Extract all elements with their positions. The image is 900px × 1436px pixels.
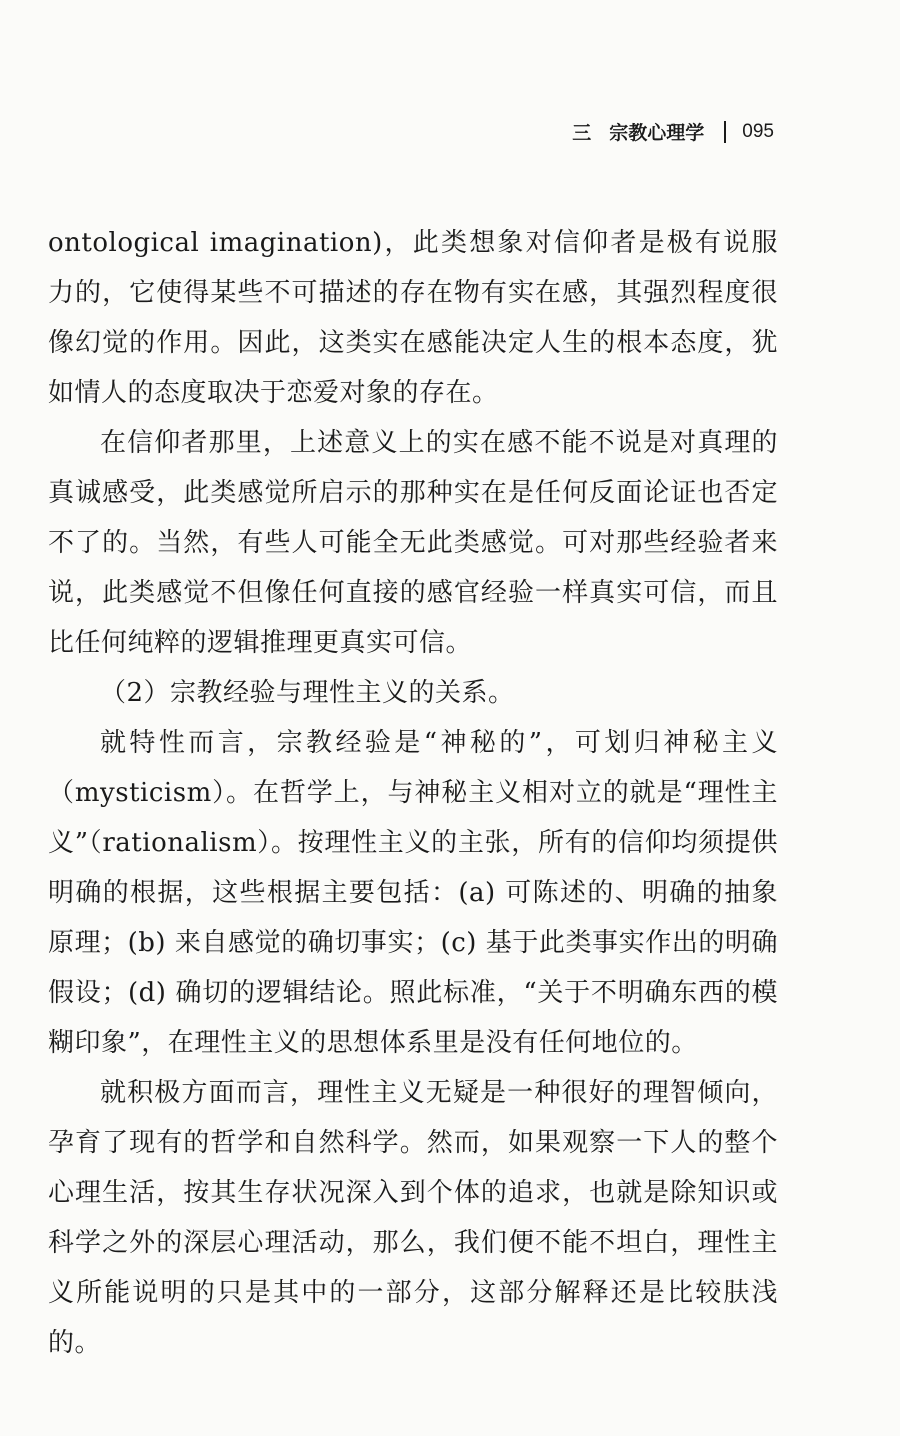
- body-text: [48, 218, 778, 1368]
- chapter-number: 三: [572, 122, 592, 144]
- header-divider: [724, 121, 726, 143]
- section-heading: （2）宗教经验与理性主义的关系。: [100, 678, 515, 708]
- paragraph: 就特性而言，宗教经验是“神秘的”，可划归神秘主义（mysticism）。在哲学上，与神秘主义相对立的就是“理性主义”（rationalism）。按理性主义的主张，所有的信仰均须提供明确的根据，这些根据主要包括：(a) 可陈述的、明确的抽象原理；(b) 来自感觉的确切事实；(c) 基于此类事实作出的明确假设；(d) 确切的逻辑结论。照此标准，“关于不明确东西的模糊印象”，在理性主义的思想体系里是没有任何地位的。: [48, 728, 778, 1058]
- chapter-title: 宗教心理学: [609, 122, 705, 144]
- paragraph: 就积极方面而言，理性主义无疑是一种很好的理智倾向，孕育了现有的哲学和自然科学。然而，如果观察一下人的整个心理生活，按其生存状况深入到个体的追求，也就是除知识或科学之外的深层心理活动，那么，我们便不能不坦白，理性主义所能说明的只是其中的一部分，这部分解释还是比较肤浅的。: [48, 1078, 778, 1358]
- page-number: 095: [742, 120, 774, 142]
- paragraph-continued: ontological imagination)，此类想象对信仰者是极有说服力的，它使得某些不可描述的存在物有实在感，其强烈程度很像幻觉的作用。因此，这类实在感能决定人生的根本态度，犹如情人的态度取决于恋爱对象的存在。: [48, 228, 778, 408]
- running-header: [572, 118, 774, 145]
- paragraph: 在信仰者那里，上述意义上的实在感不能不说是对真理的真诚感受，此类感觉所启示的那种实在是任何反面论证也否定不了的。当然，有些人可能全无此类感觉。可对那些经验者来说，此类感觉不但像任何直接的感官经验一样真实可信，而且比任何纯粹的逻辑推理更真实可信。: [48, 428, 778, 658]
